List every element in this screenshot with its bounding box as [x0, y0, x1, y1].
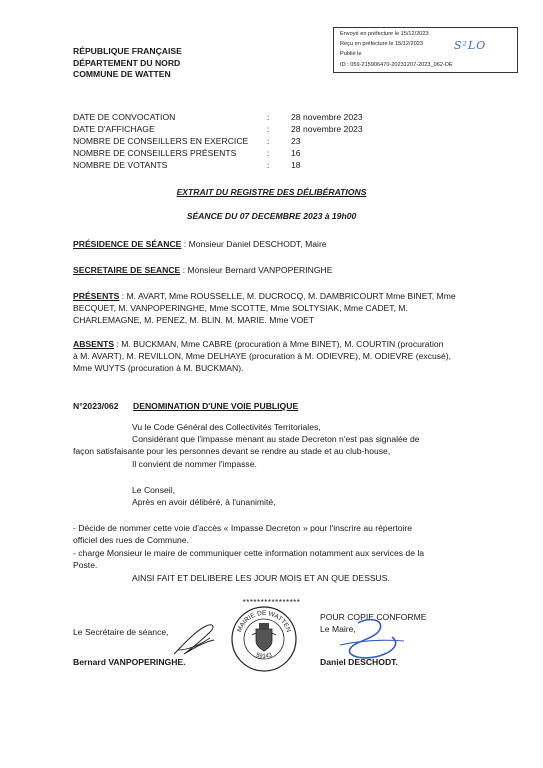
seal-top-text: MAIRIE DE WATTEN [236, 609, 292, 634]
header-department: DÉPARTEMENT DU NORD [73, 57, 181, 68]
considerant-line: façon satisfaisante pour les personnes devant se rendre au stade et au club-house, [73, 446, 391, 456]
charge-line: - charge Monsieur le maire de communiquer cette information notamment aux services de la [73, 548, 425, 558]
separator-stars: **************** [242, 598, 301, 607]
info-label: DATE DE CONVOCATION [73, 112, 176, 122]
presents-line: BECQUET, M. VANPOPERINGHE, Mme SCOTTE, Mme SOLTYSIAK, Mme CADET, M. [73, 303, 408, 313]
charge-line: Poste. [73, 560, 98, 570]
presents-line: CHARLEMAGNE, M. PENEZ, M. BLIN. M. MARIE. Mme VOET [73, 315, 315, 325]
info-value: 18 [291, 160, 301, 170]
deliberation-number: N°2023/062 [73, 401, 119, 411]
mayor-copy-title: POUR COPIE CONFORME [320, 612, 427, 622]
info-colon: : [267, 160, 270, 170]
seal-bottom-text: 59143 [255, 652, 273, 660]
decision-line: - Décide de nommer cette voie d'accès « Impasse Decreton » pour l'inscrire au répertoire [73, 523, 413, 533]
vu-line: Vu le Code Général des Collectivités Territoriales, [132, 422, 321, 432]
stamp-received-date: Reçu en préfecture le 15/12/2023 [340, 41, 424, 47]
secretary-title: Le Secrétaire de séance, [73, 627, 169, 637]
stamp-id: ID : 059-215906470-20231207-2023_062-DE [340, 62, 453, 68]
info-label: NOMBRE DE CONSEILLERS EN EXERCICE [73, 136, 249, 146]
mayor-signature [338, 615, 406, 665]
info-label: NOMBRE DE CONSEILLERS PRÉSENTS [73, 148, 237, 158]
presents-block [73, 290, 471, 326]
decision-line: officiel des rues de Commune. [73, 535, 189, 545]
apres-line: Après en avoir délibéré, à l'unanimité, [132, 497, 276, 507]
town-hall-seal [230, 605, 298, 673]
presents-line: : M. AVART, Mme ROUSSELLE, M. DUCROCQ, M. DAMBRICOURT Mme BINET, Mme [119, 291, 456, 301]
extract-title: EXTRAIT DU REGISTRE DES DÉLIBÉRATIONS [176, 187, 367, 197]
info-value: 16 [291, 148, 301, 158]
info-value: 23 [291, 136, 301, 146]
presidence-line [73, 239, 327, 249]
info-colon: : [267, 124, 270, 134]
convient-line: Il convient de nommer l'impasse. [132, 459, 257, 469]
session-title: SÉANCE DU 07 DECEMBRE 2023 à 19h00 [186, 211, 357, 221]
header-commune: COMMUNE DE WATTEN [73, 69, 171, 79]
prefecture-stamp [333, 27, 518, 73]
presidence-label: PRÉSIDENCE DE SÉANCE [73, 239, 182, 249]
secretaire-text: : Monsieur Bernard VANPOPERINGHE [180, 265, 333, 275]
mayor-name: Daniel DESCHODT. [320, 657, 398, 667]
presidence-text: : Monsieur Daniel DESCHODT, Maire [181, 239, 327, 249]
info-label: NOMBRE DE VOTANTS [73, 160, 168, 170]
info-value: 28 novembre 2023 [291, 112, 363, 122]
closing-line: AINSI FAIT ET DELIBERE LES JOUR MOIS ET AN QUE DESSUS. [132, 573, 390, 583]
absents-line: à M. AVART), M. REVILLON, Mme DELHAYE (procuration à M. ODIEVRE), M. ODIEVRE (excusé), [73, 351, 452, 361]
header-republic: RÉPUBLIQUE FRANÇAISE [73, 46, 182, 56]
stamp-signature-mark: S²LO [454, 39, 487, 52]
deliberation-title: DENOMINATION D'UNE VOIE PUBLIQUE [133, 401, 299, 411]
document-header [73, 46, 182, 81]
secretary-signature [170, 620, 222, 660]
info-label: DATE D'AFFICHAGE [73, 124, 155, 134]
mayor-title: Le Maire, [320, 624, 356, 634]
presents-label: PRÉSENTS [73, 291, 120, 301]
absents-block [73, 338, 478, 374]
info-colon: : [267, 112, 270, 122]
absents-line: Mme WUYTS (procuration à M. BUCKMAN). [73, 363, 244, 373]
absents-line: : M. BUCKMAN, Mme CABRE (procuration à Mme BINET), M. COURTIN (procuration [114, 339, 444, 349]
svg-text:59143 [255, 652, 273, 660]
secretaire-label: SECRETAIRE DE SEANCE [73, 265, 181, 275]
stamp-sent-date: Envoyé en préfecture le 15/12/2023 [340, 31, 429, 37]
secretaire-line [73, 265, 332, 275]
info-colon: : [267, 148, 270, 158]
secretary-name: Bernard VANPOPERINGHE. [73, 657, 186, 667]
conseil-line: Le Conseil, [132, 485, 175, 495]
stamp-published: Publié le [340, 51, 362, 57]
info-value: 28 novembre 2023 [291, 124, 363, 134]
absents-label: ABSENTS [73, 339, 115, 349]
considerant-line: Considérant que l'impasse menant au stade Decreton n'est pas signalée de [132, 434, 420, 444]
info-colon: : [267, 136, 270, 146]
